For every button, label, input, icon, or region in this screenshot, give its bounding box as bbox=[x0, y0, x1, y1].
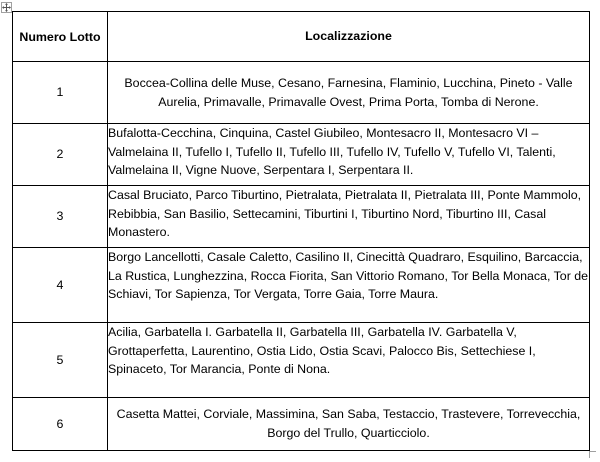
table-row bbox=[13, 323, 590, 398]
lotto-number: 1 bbox=[13, 62, 108, 124]
table-row bbox=[13, 186, 590, 248]
header-numero-lotto: Numero Lotto bbox=[13, 12, 108, 62]
lotto-localizzazione[interactable]: Boccea-Collina delle Muse, Cesano, Farnesina, Flaminio, Lucchina, Pineto - Valle Aurelia, Primavalle, Primavalle Ovest, Prima Porta, Tomba di Nerone. bbox=[108, 62, 590, 124]
lotto-localizzazione[interactable]: Acilia, Garbatella I. Garbatella II, Garbatella III, Garbatella IV. Garbatella V, Grottaperfetta, Laurentino, Ostia Lido, Ostia Scavi, Palocco Bis, Settechiese I, Spinaceto, Tor Marancia, Ponte di Nona. bbox=[108, 323, 590, 398]
table-row bbox=[13, 248, 590, 323]
lotto-localizzazione[interactable]: Bufalotta-Cecchina, Cinquina, Castel Giubileo, Montesacro II, Montesacro VI – Valmelaina II, Tufello I, Tufello II, Tufello III, Tufello IV, Tufello V, Tufello VI, Talenti, Valmelaina II, Vigne Nuove, Serpentara I, Serpentara II. bbox=[108, 124, 590, 186]
table-row bbox=[13, 124, 590, 186]
lotto-localizzazione[interactable]: Casetta Mattei, Corviale, Massimina, San Saba, Testaccio, Trastevere, Torrevecchia, Borgo del Trullo, Quarticciolo. bbox=[108, 398, 590, 451]
lotto-number: 5 bbox=[13, 323, 108, 398]
table-row bbox=[13, 62, 590, 124]
lotto-number: 4 bbox=[13, 248, 108, 323]
lotto-number: 6 bbox=[13, 398, 108, 451]
lotti-table bbox=[12, 11, 590, 451]
lotto-localizzazione[interactable]: Casal Bruciato, Parco Tiburtino, Pietralata, Pietralata II, Pietralata III, Ponte Mammolo, Rebibbia, San Basilio, Settecamini, Tiburtini I, Tiburtino Nord, Tiburtino III, Casal Monastero. bbox=[108, 186, 590, 248]
lotto-number: 3 bbox=[13, 186, 108, 248]
table-resize-handle[interactable] bbox=[589, 451, 596, 458]
table-row bbox=[13, 398, 590, 451]
lotto-localizzazione[interactable]: Borgo Lancellotti, Casale Caletto, Casilino II, Cinecittà Quadraro, Esquilino, Barcaccia, La Rustica, Lunghezzina, Rocca Fiorita, San Vittorio Romano, Tor Bella Monaca, Tor de Schiavi, Tor Sapienza, Tor Vergata, Torre Gaia, Torre Maura. bbox=[108, 248, 590, 323]
header-localizzazione: Localizzazione bbox=[108, 12, 590, 62]
lotto-number: 2 bbox=[13, 124, 108, 186]
table-move-handle-icon[interactable] bbox=[1, 2, 12, 13]
table-header-row bbox=[13, 12, 590, 62]
